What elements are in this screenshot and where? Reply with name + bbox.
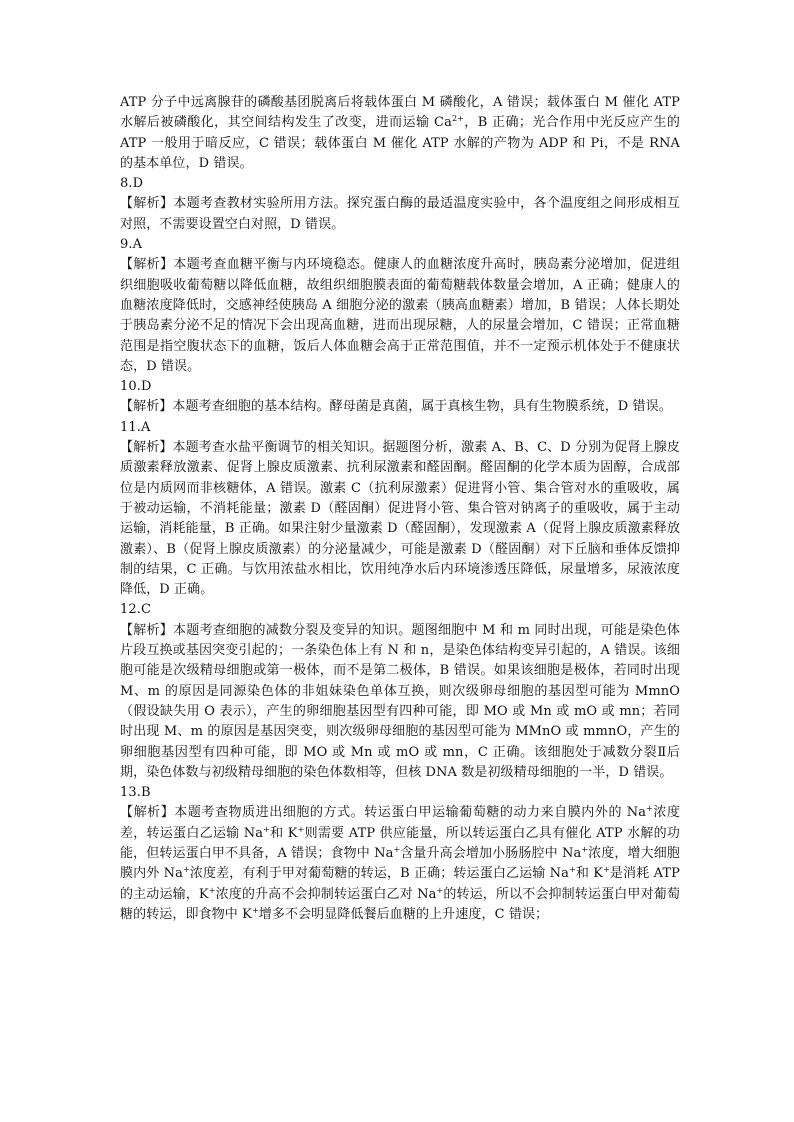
document-page [120, 93, 680, 925]
answer-label: 10.D [120, 379, 152, 395]
answer-label: 8.D [120, 176, 144, 192]
answer-label: 13.B [120, 785, 151, 801]
explanation-paragraph: ATP 分子中远离腺苷的磷酸基团脱离后将载体蛋白 M 磷酸化，A 错误；载体蛋白 M 催化 ATP 水解后被磷酸化，其空间结构发生了改变，进而运输 $Ca^{2+}$，B 正确；光合作用中光反应产生的 ATP 一般用于暗反应，C 错误；载体蛋白 M 催化 ATP 水解的产物为 ADP 和 Pi，不是 RNA 的基本单位，D 错误。 [120, 95, 680, 171]
explanation-paragraph: 【解析】本题考查细胞的基本结构。酵母菌是真菌，属于真核生物，具有生物膜系统，D 错误。 [120, 399, 672, 415]
explanation-paragraph: 【解析】本题考查血糖平衡与内环境稳态。健康人的血糖浓度升高时，胰岛素分泌增加，促进组织细胞吸收葡萄糖以降低血糖，故组织细胞膜表面的葡萄糖载体数量会增加，A 正确；健康人的血糖浓度降低时，交感神经使胰岛 A 细胞分泌的激素（胰高血糖素）增加，B 错误；人体长期处于胰岛素分泌不足的情况下会出现高血糖，进而出现尿糖，人的尿量会增加，C 错误；正常血糖范围是指空腹状态下的血糖，饭后人体血糖会高于正常范围值，并不一定预示机体处于不健康状态，D 错误。 [120, 257, 680, 374]
answer-label: 11.A [120, 419, 151, 435]
explanation-paragraph: 【解析】本题考查物质进出细胞的方式。转运蛋白甲运输葡萄糖的动力来自膜内外的 Na+浓度差，转运蛋白乙运输 Na+和 K+则需要 ATP 供应能量，所以转运蛋白乙具有催化 ATP 水解的功能，但转运蛋白甲不具备，A 错误；食物中 Na+含量升高会增加小肠肠腔中 Na+浓度，增大细胞膜内外 Na+浓度差，有利于甲对葡萄糖的转运，B 正确；转运蛋白乙运输 Na+和 K+是消耗 ATP 的主动运输，K+浓度的升高不会抑制转运蛋白乙对 Na+的转运，所以不会抑制转运蛋白甲对葡萄糖的转运，即食物中 K+增多不会明显降低餐后血糖的上升速度，C 错误； [120, 804, 680, 922]
answer-label: 9.A [120, 237, 143, 253]
explanation-paragraph: 【解析】本题考查教材实验所用方法。探究蛋白酶的最适温度实验中，各个温度组之间形成相互对照，不需要设置空白对照，D 错误。 [120, 196, 680, 232]
answer-label: 12.C [120, 602, 152, 618]
explanation-paragraph: 【解析】本题考查水盐平衡调节的相关知识。据题图分析，激素 A、B、C、D 分别为促肾上腺皮质激素释放激素、促肾上腺皮质激素、抗利尿激素和醛固酮。醛固酮的化学本质为固醇，合成部位是内质网而非核糖体，A 错误。激素 C（抗利尿激素）促进肾小管、集合管对水的重吸收，属于被动运输，不消耗能量；激素 D（醛固酮）促进肾小管、集合管对钠离子的重吸收，属于主动运输，消耗能量，B 正确。如果注射少量激素 D（醛固酮），发现激素 A（促肾上腺皮质激素释放激素）、B（促肾上腺皮质激素）的分泌量减少，可能是激素 D（醛固酮）对下丘脑和垂体反馈抑制的结果，C 正确。与饮用浓盐水相比，饮用纯净水后内环境渗透压降低，尿量增多，尿液浓度降低，D 正确。 [120, 440, 680, 598]
explanation-paragraph: 【解析】本题考查细胞的减数分裂及变异的知识。题图细胞中 M 和 m 同时出现，可能是染色体片段互换或基因突变引起的；一条染色体上有 N 和 n，是染色体结构变异引起的，A 错误。该细胞可能是次级精母细胞或第一极体，而不是第二极体，B 错误。如果该细胞是极体，若同时出现 M、m 的原因是同源染色体的非姐妹染色单体互换，则次级卵母细胞的基因型可能为 MmnO（假设缺失用 O 表示），产生的卵细胞基因型有四种可能，即 MO 或 Mn 或 mO 或 mn；若同时出现 M、m 的原因是基因突变，则次级卵母细胞的基因型可能为 MMnO 或 mmnO，产生的卵细胞基因型有四种可能，即 MO 或 Mn 或 mO 或 mn，C 正确。该细胞处于减数分裂Ⅱ后期，染色体数与初级精母细胞的染色体数相等，但核 DNA 数是初级精母细胞的一半，D 错误。 [120, 622, 680, 780]
